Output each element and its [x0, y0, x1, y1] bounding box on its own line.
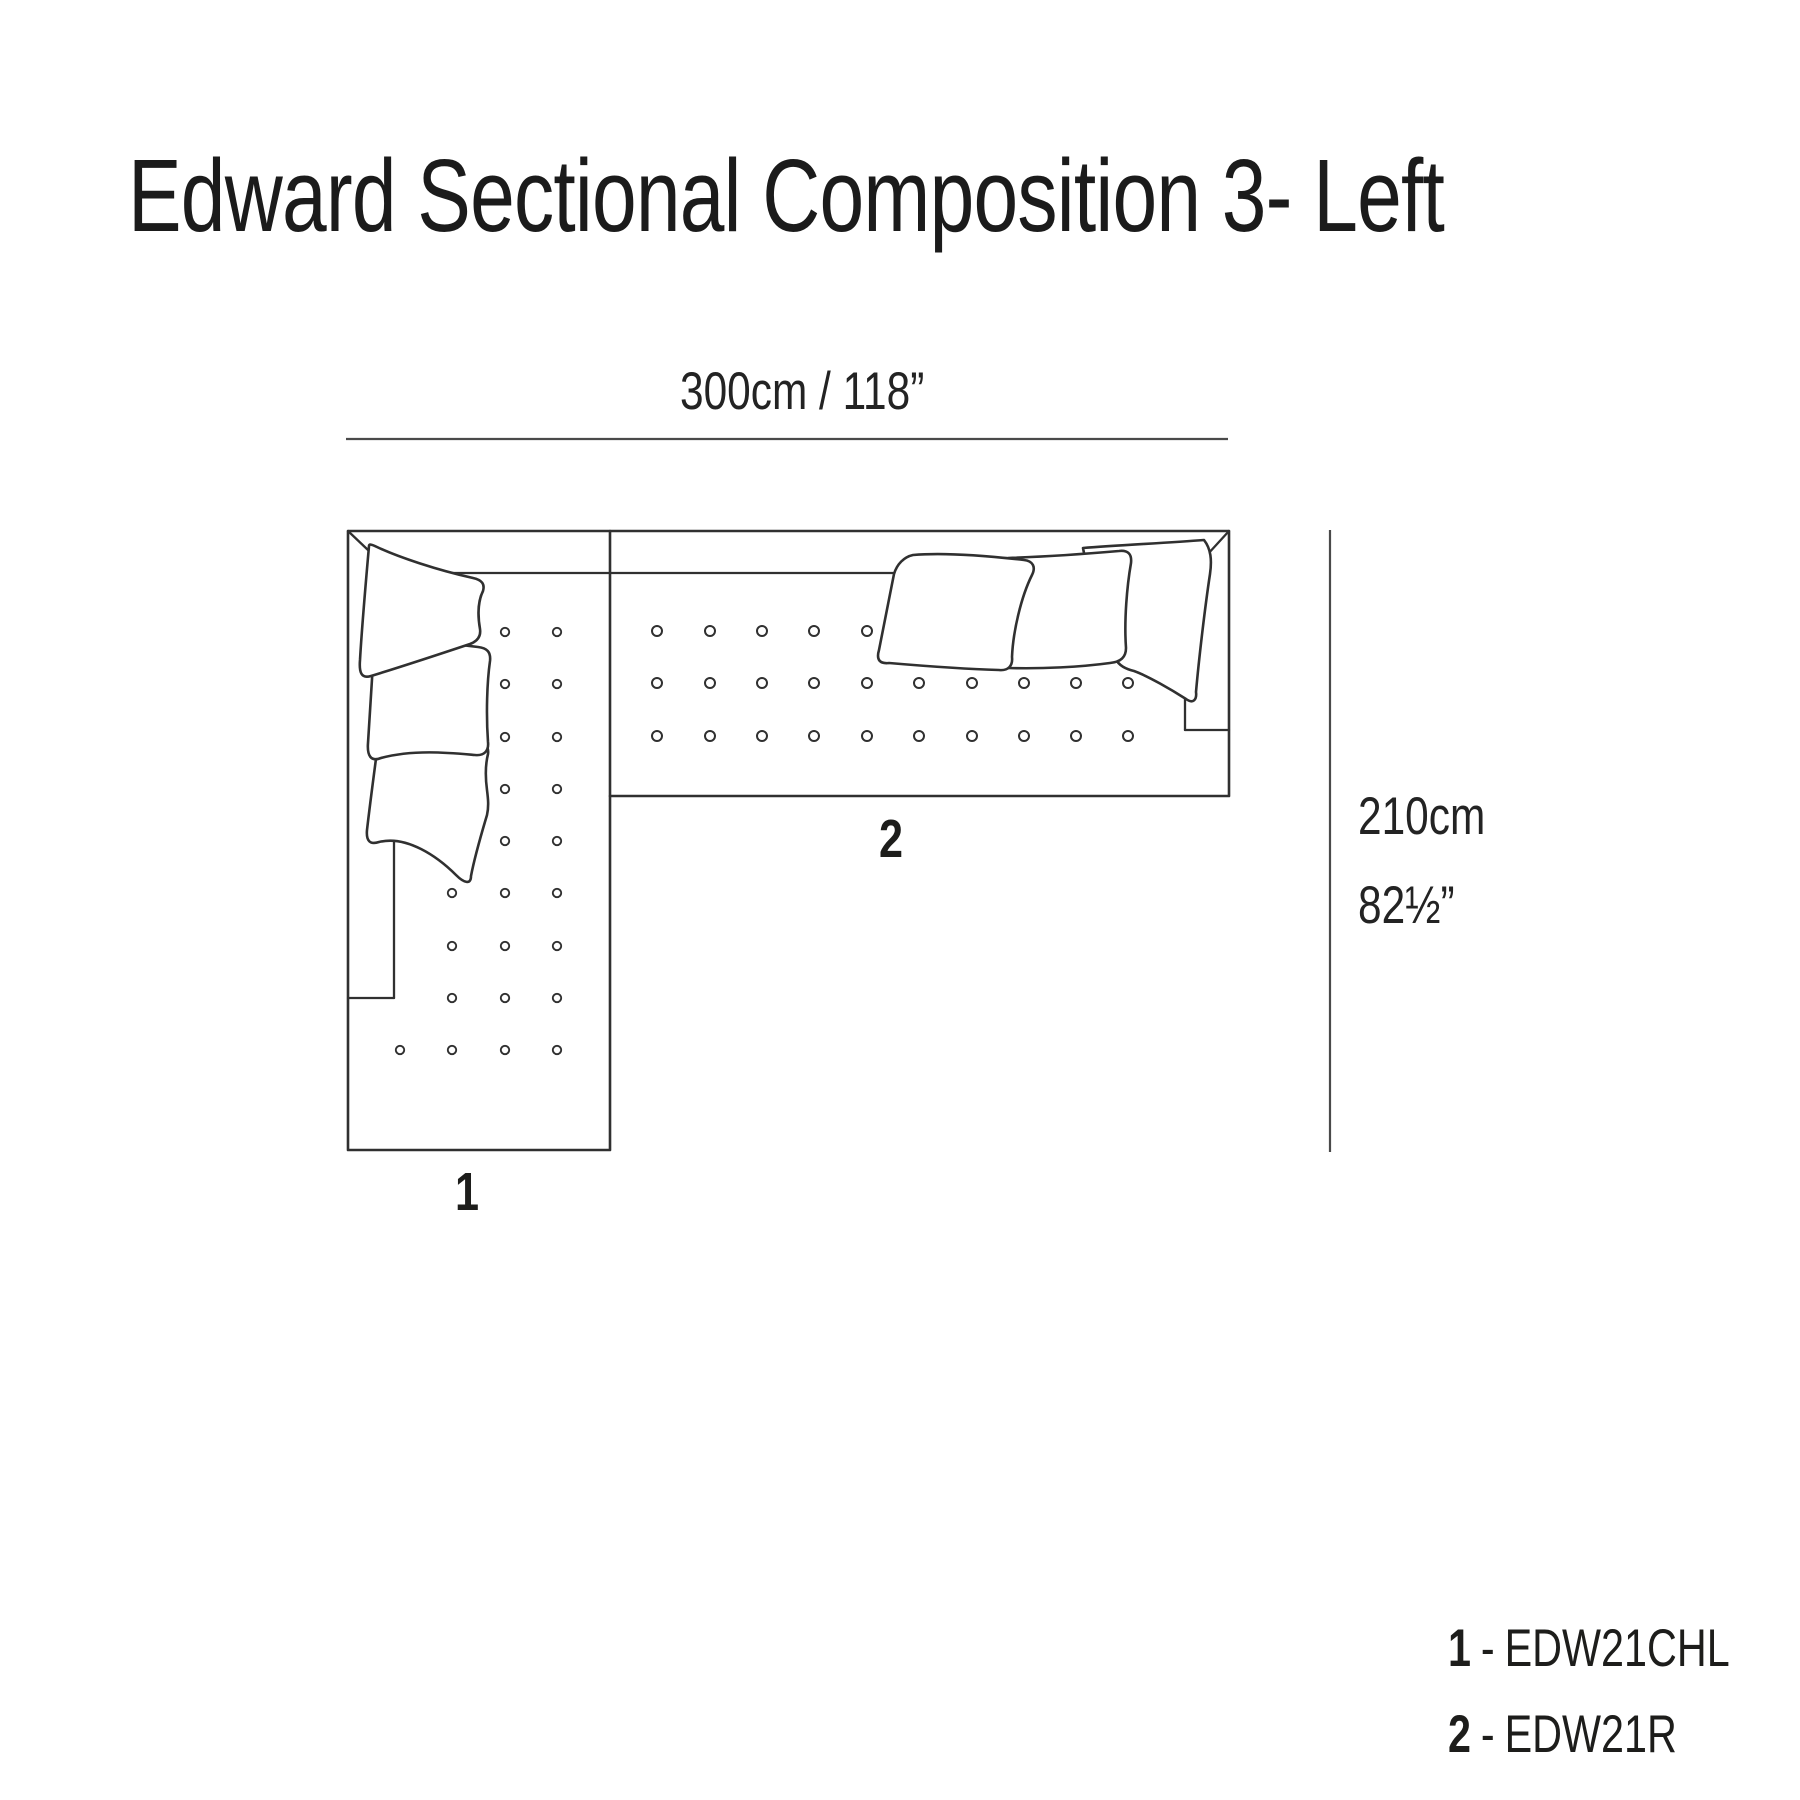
tufting-dot [553, 994, 561, 1002]
tufting-dot [501, 1046, 509, 1054]
tufting-dot [1019, 731, 1029, 741]
tufting-dot [705, 626, 715, 636]
sofa-piece-label: 2 [879, 809, 904, 869]
tufting-dot [501, 680, 509, 688]
tufting-dot [501, 942, 509, 950]
tufting-dot [553, 628, 561, 636]
tufting-dot [652, 626, 662, 636]
tufting-dot [448, 889, 456, 897]
sofa-pillow-1 [878, 554, 1034, 670]
tufting-dot [396, 1046, 404, 1054]
tufting-dot [705, 678, 715, 688]
tufting-dot [448, 942, 456, 950]
left-corner-miter-line [348, 531, 368, 550]
tufting-dot [862, 678, 872, 688]
tufting-dot [967, 731, 977, 741]
legend-item-1-code: EDW21CHL [1504, 1619, 1730, 1678]
tufting-dot [809, 731, 819, 741]
height-dimension-label-cm: 210cm [1358, 787, 1486, 846]
tufting-dot [553, 680, 561, 688]
width-dimension-label: 300cm / 118” [680, 362, 925, 421]
tufting-dot [501, 994, 509, 1002]
tufting-dot [652, 678, 662, 688]
tufting-dot [705, 731, 715, 741]
tufting-dot [862, 626, 872, 636]
tufting-dot [448, 1046, 456, 1054]
tufting-dot [809, 678, 819, 688]
tufting-dot [1123, 678, 1133, 688]
tufting-dot [501, 628, 509, 636]
tufting-dot [553, 1046, 561, 1054]
chaise-piece-label: 1 [455, 1162, 480, 1222]
tufting-dot [1071, 731, 1081, 741]
tufting-dot [757, 731, 767, 741]
tufting-dot [757, 678, 767, 688]
legend-item-2-separator: - [1480, 1705, 1495, 1764]
tufting-dot [914, 731, 924, 741]
tufting-dot [757, 626, 767, 636]
legend-item-2-code: EDW21R [1504, 1705, 1677, 1764]
tufting-dot [501, 785, 509, 793]
tufting-dot [553, 837, 561, 845]
tufting-dot [914, 678, 924, 688]
back-pillows [360, 540, 1211, 882]
tufting-dot [1071, 678, 1081, 688]
tufting-dot [553, 733, 561, 741]
tufting-dot [448, 994, 456, 1002]
tufting-dot [1123, 731, 1133, 741]
legend-item-2-number: 2 [1448, 1705, 1471, 1764]
legend-item-1-number: 1 [1448, 1619, 1471, 1678]
tufting-dot [501, 733, 509, 741]
tufting-dot [501, 837, 509, 845]
tufting-dot [501, 889, 509, 897]
height-dimension-label-in: 82½” [1358, 876, 1455, 935]
tufting-dot [809, 626, 819, 636]
tufting-dot [862, 731, 872, 741]
legend-item-1-separator: - [1480, 1619, 1495, 1678]
legend-item-1 [1448, 1619, 1730, 1678]
page-title: Edward Sectional Composition 3- Left [128, 138, 1445, 253]
tufting-dot [967, 678, 977, 688]
tufting-dot [553, 942, 561, 950]
tufting-dot [652, 731, 662, 741]
tufting-dot [553, 889, 561, 897]
legend-item-2 [1448, 1705, 1677, 1764]
tufting-dot [553, 785, 561, 793]
tufting-dot [1019, 678, 1029, 688]
